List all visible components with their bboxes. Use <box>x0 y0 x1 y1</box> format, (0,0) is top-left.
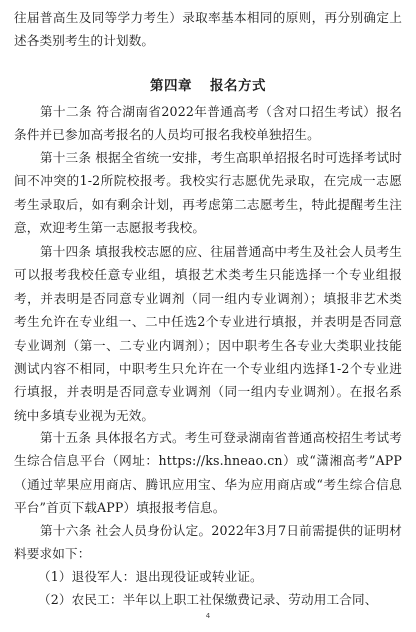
intro-paragraph: 往届普高生及同等学力考生）录取率基本相同的原则，再分别确定上述各类别考生的计划数。 <box>14 10 402 49</box>
chapter-heading <box>0 74 416 94</box>
article-14: 第十四条 填报我校志愿的应、往届普通高中考生及社会人员考生可以报考我校任意专业组，填报艺术类考生只能选择一个专业组报考，并表明是否同意专业调剂（同一组内专业调剂）；填报非艺术类考生允许在专业组一、二中任选2个专业进行填报，并表明是否同意专业调剂（第一、二专业内调剂）；因中职考生各专业大类职业技能测试内容不相同，中职考生只允许在一个专业组内选择1-2个专业进行填报，并表明是否同意专业调剂（同一组内专业调剂）。在报名系统中多填专业视为无效。 <box>14 244 402 423</box>
chapter-title: 报名方式 <box>210 78 266 94</box>
article-13: 第十三条 根据全省统一安排，考生高职单招报名时可选择考试时间不冲突的1-2所院校报考。我校实行志愿优先录取，在完成一志愿考生录取后，如有剩余计划，再考虑第二志愿考生，特此提醒考生注意，欢迎考生第一志愿报考我校。 <box>14 150 402 236</box>
article-15: 第十五条 具体报名方式。考生可登录湖南省普通高校招生考试考生综合信息平台（网址：https://ks.hneao.cn）或“潇湘高考”APP（通过苹果应用商店、腾讯应用宝、华为应用商店或“考生综合信息平台”首页下载APP）填报报考信息。 <box>14 430 402 516</box>
article-12: 第十二条 符合湖南省2022年普通高考（含对口招生考试）报名条件并已参加高考报名的人员均可报名我校单独招生。 <box>14 104 402 143</box>
page-number: 4 <box>205 612 211 620</box>
list-item-veterans: （1）退役军人：退出现役证或转业证。 <box>38 569 263 584</box>
article-16: 第十六条 社会人员身份认定。2022年3月7日前需提供的证明材料要求如下： <box>14 523 402 562</box>
list-item-migrant-workers: （2）农民工：半年以上职工社保缴费记录、劳动用工合同、 <box>38 592 378 607</box>
chapter-number: 第四章 <box>150 78 192 94</box>
